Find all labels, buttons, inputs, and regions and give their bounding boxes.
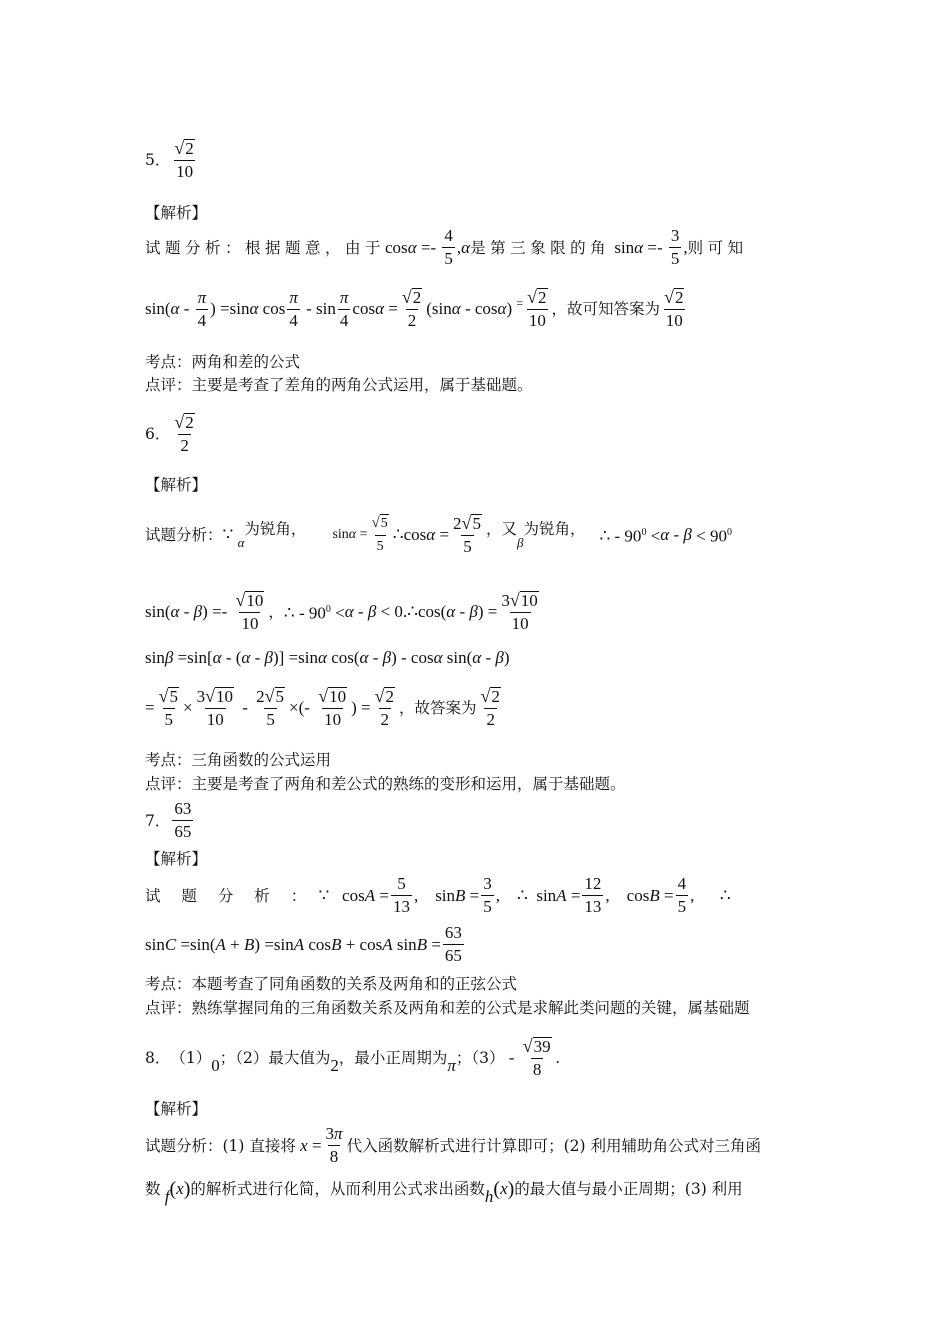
q8-analysis-line1: 试题分析：(1) 直接将 x = $\frac{3\pi}{8}$ 代入函数解析式进行计算即可；(2) 利用辅助角公式对三角函 (145, 1124, 761, 1166)
q6-dianping: 点评：主要是考查了两角和差公式的熟练的变形和运用，属于基础题。 (145, 775, 626, 793)
q5-answer-fraction: √ 2 10 (174, 138, 194, 181)
q6-answer-fraction: √ 2 2 (174, 412, 194, 455)
q7-answer-fraction: $\frac{63}{65}$ (174, 799, 192, 841)
q7-heading: 【解析】 (145, 850, 208, 868)
q8-analysis-line2: 数 f ( x ) 的解析式进行化简，从而利用公式求出函数 h ( x ) 的最大值与最小正周期；(3) 利用 (145, 1178, 743, 1206)
q7-number: 7． (145, 811, 171, 830)
q5-answer (145, 138, 199, 182)
q6-analysis-line2: sin( α - β ) =- √ 10 10 ， ∴ - $90^0$ < α - β < 0.∴cos( α - β ) = 3 √ 10 10 (145, 590, 538, 633)
q5-kaodian: 考点：两角和差的公式 (145, 353, 301, 371)
q6-answer (145, 412, 199, 456)
q7-analysis-line2: sin C =sin( A + B ) =sin A cos B + cos A sin B = $\frac{63}{65}$ (145, 923, 462, 965)
q5-dianping: 点评：主要是考查了差角的两角公式运用，属于基础题。 (145, 376, 533, 394)
q7-kaodian: 考点：本题考查了同角函数的关系及两角和的正弦公式 (145, 975, 518, 993)
q6-analysis-line3: sin β =sin[ α - ( α - β )] =sin α cos( α - β ) - cos α sin( α - β ) (145, 648, 510, 667)
q6-heading: 【解析】 (145, 476, 208, 494)
q6-kaodian: 考点：三角函数的公式运用 (145, 751, 332, 769)
q6-number: 6． (145, 425, 171, 443)
q8-number: 8． (145, 1049, 171, 1067)
q5-analysis-line1: 试题分析：根据题意，由于 cos α =- $\frac{4}{5}$ , α 是第三象限的角 sin α =- $\frac{3}{5}$ , 则可知 (145, 226, 748, 268)
q8-answer: 8． （1） 0 ；（2）最大值为 2 ，最小正周期为 π ；（3） - √ 39 8 . (145, 1036, 560, 1079)
q7-dianping: 点评：熟练掌握同角的三角函数关系及两角和差的公式是求解此类问题的关键，属基础题 (145, 999, 750, 1017)
q8-heading: 【解析】 (145, 1100, 208, 1118)
q7-answer (145, 799, 195, 842)
q5-number: 5． (145, 151, 171, 169)
q5-heading: 【解析】 (145, 204, 208, 222)
q7-analysis-line1: 试 题 分 析 ： ∵ cos A = $\frac{5}{13}$ , sin B = $\frac{3}{5}$ , ∴ sin A = $\frac{12}{13}$ , cos B = $\frac{4}{5}$ , ∴ (145, 874, 731, 916)
q5-analysis-formula: sin( α - $\frac{\pi}{4}$ ) =sin α cos $\frac{\pi}{4}$ - sin $\frac{\pi}{4}$ cos α = √ 2 2 (sin α - cos α ) = √ 2 10 ，故可知答案为 √ 2 10 (145, 287, 684, 330)
q6-analysis-line1: 试题分析： ∵ α 为锐角， sin α = √ 5 5 ∴cos α = 2 √ 5 5 ，又 β 为锐角， ∴ - $90^0$ < α - β < $90^0$ (145, 513, 732, 556)
q6-analysis-line4: = √ 5 5 × 3 √ 10 10 - 2 √ 5 5 ×(- √ 10 10 ) = √ 2 2 ，故答案为 √ 2 2 (145, 686, 500, 729)
